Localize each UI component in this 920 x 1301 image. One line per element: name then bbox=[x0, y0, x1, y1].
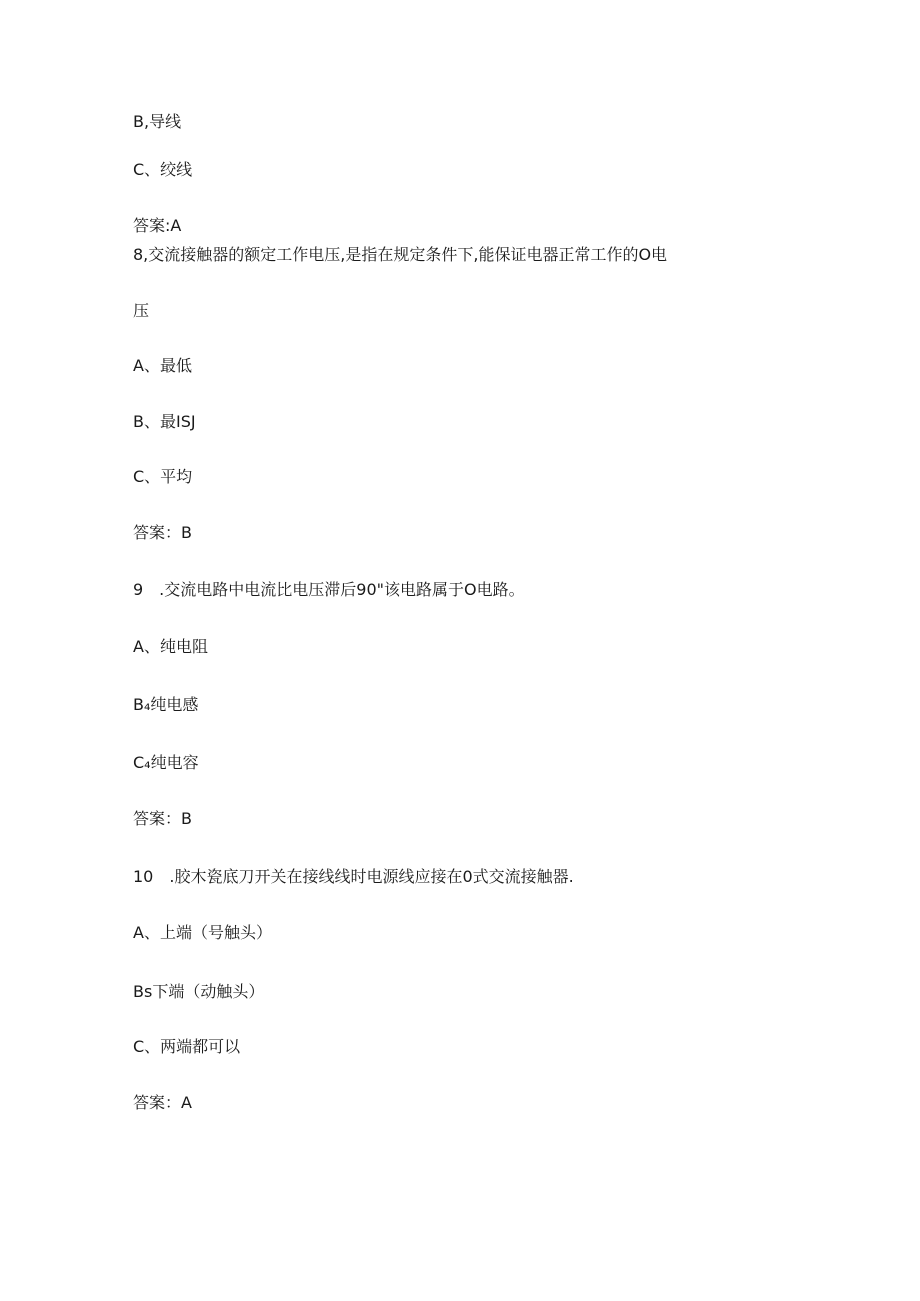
question-8-line2: 压 bbox=[133, 301, 150, 320]
answer-q10: 答案：A bbox=[133, 1093, 192, 1112]
question-8-line1: 8,交流接触器的额定工作电压,是指在规定条件下,能保证电器正常工作的O电 bbox=[133, 245, 668, 264]
option-b-q9: B₄纯电感 bbox=[133, 695, 199, 714]
option-a-q10: A、上端（号触头） bbox=[133, 923, 272, 942]
answer-q8: 答案：B bbox=[133, 523, 192, 542]
option-c-q9: C₄纯电容 bbox=[133, 753, 199, 772]
option-a-q8: A、最低 bbox=[133, 356, 192, 375]
option-b-q10: Bs下端（动触头） bbox=[133, 982, 265, 1001]
option-c-q8: C、平均 bbox=[133, 467, 193, 486]
question-10: 10 .胶木瓷底刀开关在接线线时电源线应接在0式交流接触器. bbox=[133, 867, 574, 886]
answer-q9: 答案：B bbox=[133, 809, 192, 828]
option-c-q10: C、两端都可以 bbox=[133, 1037, 241, 1056]
option-a-q9: A、纯电阻 bbox=[133, 637, 208, 656]
option-b-q7: B,导线 bbox=[133, 112, 182, 131]
answer-q7: 答案:A bbox=[133, 216, 182, 235]
option-c-q7: C、绞线 bbox=[133, 160, 193, 179]
option-b-q8: B、最ISJ bbox=[133, 412, 196, 431]
question-9: 9 .交流电路中电流比电压滞后90"该电路属于O电路。 bbox=[133, 580, 525, 599]
